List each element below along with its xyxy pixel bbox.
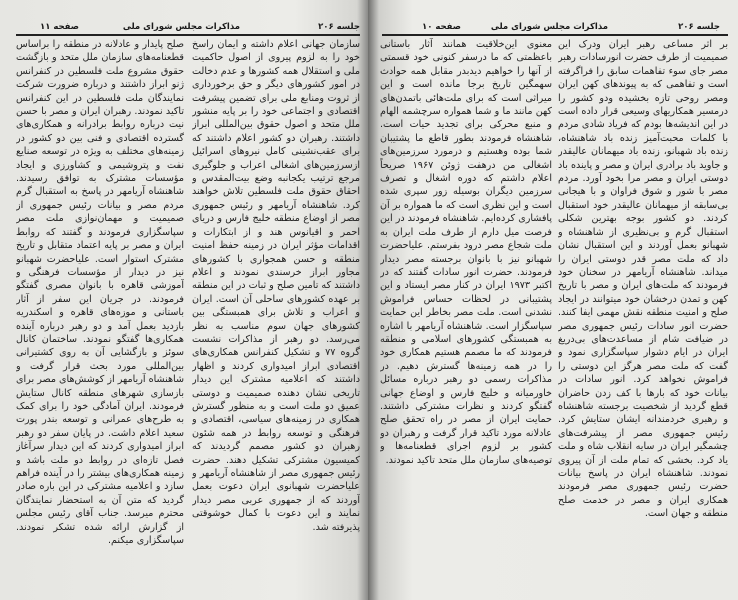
- text-column-right: [558, 38, 728, 598]
- body-text: معنوی این‌خلاقیت همانند آثار باستانی باعظمتی که ما درسفر کنونی خود قسمتی از آنها را خواهیم دیدبدر مقابل همه حوادث سهمگین تاریخ برجا مانده است و این میراثی است که برای ملت‌هائی باتمدن‌های کهن مانند ما و شما همواره سرچشمه الهام و منبع محرکی برای تجدید حیات است. شاهنشاه فرمودند بطور قاطع ما پشتیبان شما بوده وهستیم و درمورد سرزمین‌های اشغالی من درهفت ژوئن ۱۹۶۷ صریحاً اعلام داشتم که دوره اشغال و تصرف سرزمین دیگران بوسیله زور سپری شده است و این نظری است که ما همواره بر آن پافشاری کرده‌ایم. شاهنشاه فرمودند در این فرصت میل دارم از طرف ملت ایران به ملت شجاع مصر درود بفرستم. علیاحضرت شهبانو نیز با بانوان برجسته مصر دیدار فرمودند. حضرت انور سادات گفتند که در اکتبر ۱۹۷۳ ایران در کنار مصر ایستاد و این پشتیبانی در لحظات حساس فراموش نشدنی است. ملت مصر بخاطر این حمایت سپاسگزار است. شاهنشاه آریامهر با اشاره به همبستگی کشورهای اسلامی و منطقه فرمودند که ما مصمم هستیم همکاری خود را در همه زمینه‌ها گسترش دهیم. در مذاکرات رسمی دو رهبر درباره مسائل خاورمیانه و خلیج فارس و اوضاع جهانی گفتگو کردند و نظرات مشترکی داشتند. حمایت ایران از مصر در راه تحقق صلح عادلانه مورد تاکید قرار گرفت و رهبران دو کشور بر لزوم اجرای قطعنامه‌ها و توصیه‌های سازمان ملل متحد تاکید نمودند.: [380, 39, 552, 466]
- text-column-left: [16, 38, 184, 598]
- text-column-left: [380, 38, 552, 598]
- running-title: مذاکرات مجلس شورای ملی: [490, 22, 608, 32]
- left-page: [0, 0, 368, 600]
- session-number: جلسه ۲۰۶: [678, 22, 720, 32]
- body-text: بر اثر مساعی رهبر ایران ودرک این صمیمیت از طرف حضرت انورسادات رهبر مصر جای سوء تفاهمات سابق را فراگرفته است و تفاهمی که به پیوندهای کهن ایران ومصر روحی تازه بخشیده ودو کشور را درمسیر همکاریهای وسیعی قرار داده است در این اندیشه‌ها بودم که فریاد شادی مردم با کلمات محبت‌آمیز زنده باد شاهنشاه، زنده باد شهبانو، زنده باد میهمانان عالیقدر و جاوید باد برادری ایران و مصر و پاینده باد دوستی ایران و مصر مرا بخود آورد. مردم مصر با شور و شوق فراوان و با هیجانی بی‌سابقه از میهمانان عالیقدر خود استقبال کردند. دو کشور بوجه بهترین شکلی استقبال گرم و بی‌نظیری از شاهنشاه و شهبانو بعمل آوردند و این استقبال نشان داد که ملت مصر قدر دوستی ایران را میداند. شاهنشاه آریامهر در سخنان خود فرمودند که ملت‌های ایران و مصر با تاریخ کهن و تمدن درخشان خود میتوانند در ایجاد صلح و امنیت منطقه نقش مهمی ایفا کنند. حضرت انور سادات رئیس جمهوری مصر در ضیافت شام از مساعدت‌های بی‌دریغ ایران در ایام دشوار سپاسگزاری نمود و گفت که ملت مصر هرگز این دوستی را فراموش نخواهد کرد. انور سادات در بیانات خود که بارها با کف زدن حاضران قطع گردید از شخصیت برجسته شاهنشاه و رهبری خردمندانه ایشان ستایش کرد. رئیس جمهوری مصر از پیشرفت‌های چشمگیر ایران در سایه انقلاب شاه و ملت یاد کرد. بخشی که تمام ملت از آن پیروی نمودند. شاهنشاه ایران در پاسخ بیانات حضرت رئیس جمهوری مصر فرمودند همکاری ایران و مصر در خدمت صلح منطقه و جهان است.: [558, 39, 728, 520]
- text-column-right: [192, 38, 360, 598]
- body-text: سازمان جهانی اعلام داشته و ایمان راسخ خود را به لزوم پیروی از اصول حاکمیت ملی و استقلال همه کشورها و عدم دخالت در امور کشورهای دیگر و حق برخورداری از ثروت ومنابع ملی برای تضمین پیشرفت اقتصادی و اجتماعی خود را بر پایه منشور ملل متحد و اصول حقوق بین‌المللی ابراز داشتند. رهبران دو کشور اعلام داشتند که برای عقب‌نشینی کامل نیروهای اسرائیل ازسرزمین‌های اشغالی اعراب و جلوگیری مرجع ترتیب یکجانبه وضع بیت‌المقدس و احقاق حقوق ملت فلسطین تلاش خواهند کرد. شاهنشاه آریامهر و رئیس جمهوری مصر از اوضاع منطقه خلیج فارس و دریای احمر و اقیانوس هند و از ابتکارات و اقدامات مؤثر ایران در زمینه حفظ امنیت منطقه و حسن همجواری با کشورهای مجاور ابراز خرسندی نمودند و اعلام داشتند که تامین صلح و ثبات در این منطقه بر عهده کشورهای ساحلی آن است. ایران و اعراب و تلاش برای همبستگی بین کشورهای جهان سوم مناسب به نظر می‌رسد. دو رهبر از مذاکرات نشست گروه ۷۷ و تشکیل کنفرانس همکاری‌های اقتصادی ابراز امیدواری کردند و اظهار داشتند که اعلامیه مشترک این دیدار تاریخی نشان دهنده صمیمیت و دوستی عمیق دو ملت است و به منظور گسترش همکاری در زمینه‌های سیاسی، اقتصادی و فرهنگی و توسعه روابط در همه شئون رهبران دو کشور مصمم گردیدند که کمیسیون مشترکی تشکیل دهند. حضرت رئیس جمهوری مصر از شاهنشاه آریامهر و علیاحضرت شهبانوی ایران دعوت بعمل آوردند که از جمهوری عربی مصر دیدار نمایند و این دعوت با کمال خوشوقتی پذیرفته شد.: [192, 39, 360, 533]
- session-number: جلسه ۲۰۶: [318, 22, 360, 32]
- right-page: [368, 0, 738, 600]
- running-title: مذاکرات مجلس شورای ملی: [122, 22, 240, 32]
- page-number: صفحه ۱۰: [422, 22, 461, 32]
- page-header: [382, 22, 728, 36]
- page-header: [16, 22, 360, 36]
- body-text: صلح پایدار و عادلانه در منطقه را براساس قطعنامه‌های سازمان ملل متحد و بازگشت حقوق مشروع ملت فلسطین در کنفرانس ژنو ابراز داشتند و درباره ضرورت شرکت نمایندگان ملت فلسطین در این کنفرانس تاکید نمودند. رهبران ایران و مصر با حسن نیت درباره روابط برادرانه و همکاری‌های گسترده اقتصادی و فنی بین دو کشور در زمینه‌های مختلف به ویژه در توسعه صنایع نفت و پتروشیمی و کشاورزی و ایجاد مؤسسات مشترک به توافق رسیدند. شاهنشاه آریامهر در پاسخ به استقبال گرم مردم مصر و بیانات رئیس جمهوری از صمیمیت و مهمان‌نوازی ملت مصر سپاسگزاری فرمودند و گفتند که روابط ایران و مصر بر پایه اعتماد متقابل و تاریخ مشترک استوار است. علیاحضرت شهبانو نیز در دیدار از مؤسسات فرهنگی و آموزشی قاهره با بانوان مصری گفتگو فرمودند. در جریان این سفر از آثار باستانی و موزه‌های قاهره و اسکندریه بازدید بعمل آمد و دو رهبر درباره آینده همکاری‌ها گفتگو نمودند. ساختمان کانال سوئز و بازگشایی آن به روی کشتیرانی بین‌المللی مورد بحث قرار گرفت و شاهنشاه آریامهر از کوشش‌های مصر برای بازسازی شهرهای منطقه کانال ستایش فرمودند. ایران آمادگی خود را برای کمک به طرح‌های عمرانی و توسعه بندر پورت سعید اعلام داشت. در پایان سفر دو رهبر ابراز امیدواری کردند که این دیدار سرآغاز فصل تازه‌ای در روابط دو ملت باشد و زمینه همکاری‌های بیشتر را در آینده فراهم سازد و اعلامیه مشترکی در این باره صادر گردید که متن آن به استحضار نمایندگان محترم میرسد. جناب آقای رئیس مجلس از گزارش ارائه شده تشکر نمودند. سپاسگزاری میکنم.: [16, 39, 184, 547]
- page-number: صفحه ۱۱: [40, 22, 79, 32]
